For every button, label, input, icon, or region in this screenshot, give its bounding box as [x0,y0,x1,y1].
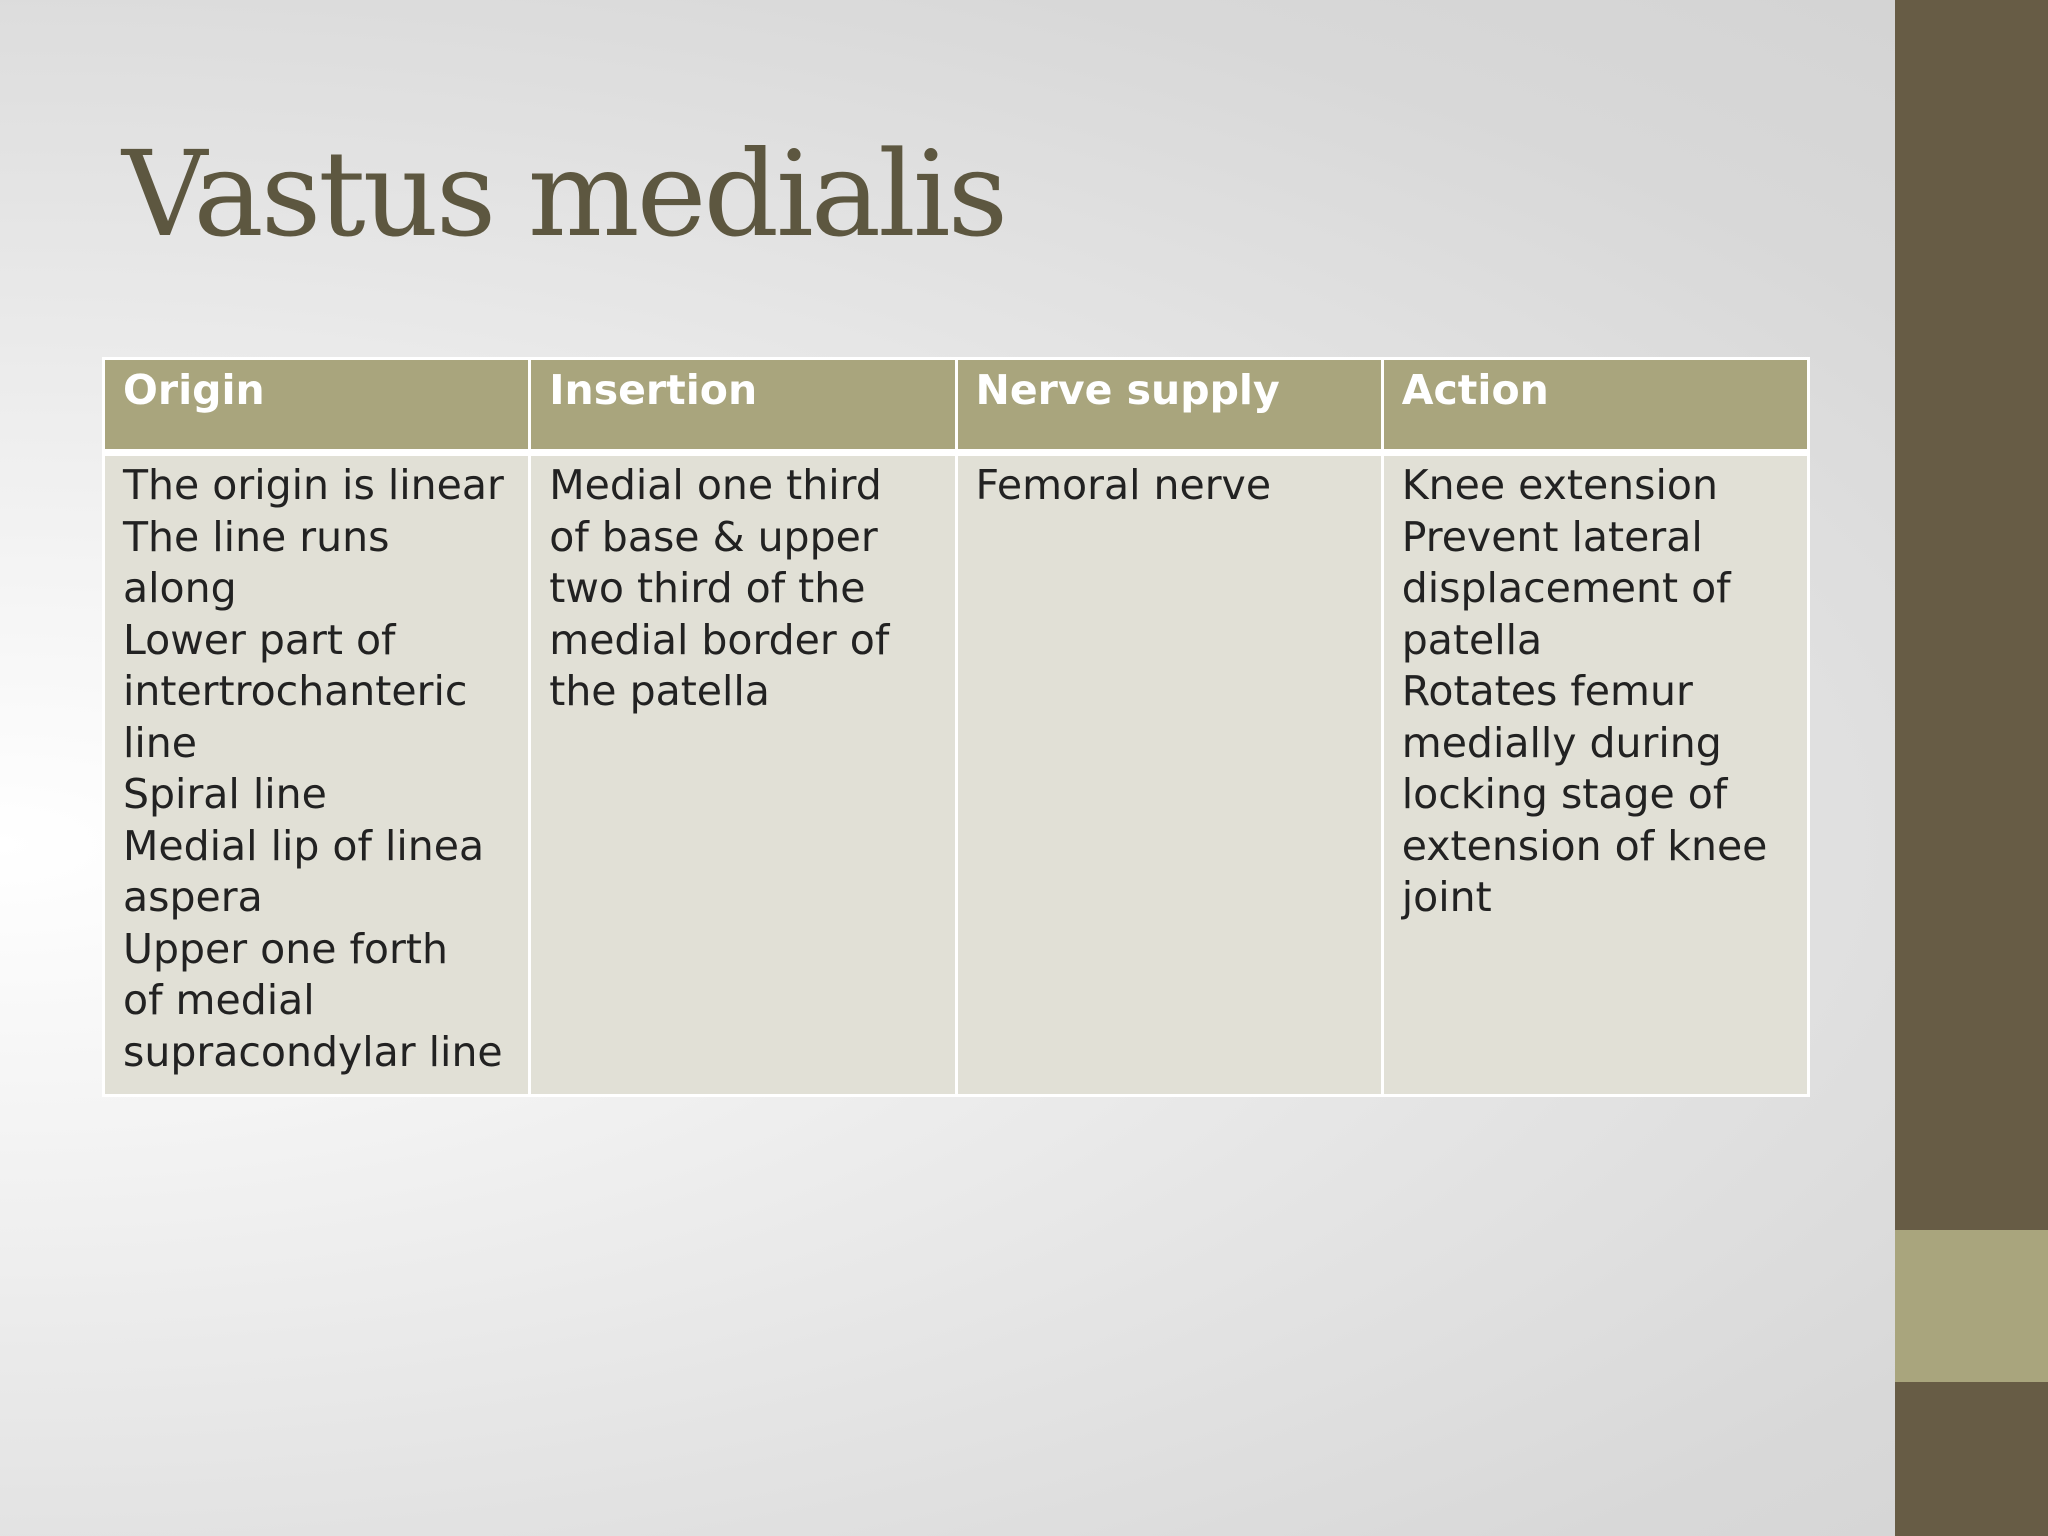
action-line: patella [1401,615,1543,664]
action-line: displacement of [1401,564,1731,612]
slide-title: Vastus medialis [122,125,1006,263]
header-insertion: Insertion [530,359,956,453]
origin-line: Spiral line [123,770,327,818]
header-origin: Origin [104,359,530,453]
origin-line: supracondylar line [123,1027,503,1076]
action-line: joint [1401,873,1492,921]
origin-line: The origin is linear [123,461,504,509]
nerve-supply-line: Femoral nerve [975,461,1272,509]
origin-line: aspera [123,873,263,921]
origin-line: of medial [123,976,315,1024]
origin-line: intertrochanteric [123,667,468,715]
cell-action [1382,453,1808,1096]
origin-line: along [123,564,237,612]
origin-line: Upper one forth [123,924,448,973]
action-line: medially during [1401,718,1722,767]
header-nerve-supply: Nerve supply [956,359,1382,453]
insertion-line: two third of the [549,564,866,612]
action-line: Rotates femur [1401,667,1693,715]
insertion-line: the patella [549,667,770,715]
origin-line: Medial lip of linea [123,821,485,870]
action-line: extension of knee [1401,821,1768,870]
insertion-line: of base & upper [549,512,878,561]
table-body [104,453,1809,1096]
insertion-line: Medial one third [549,461,882,509]
origin-line: The line runs [123,512,390,561]
table-row [104,453,1809,1096]
origin-line: Lower part of [123,615,396,664]
cell-insertion [530,453,956,1096]
cell-nerve-supply [956,453,1382,1096]
action-line: Knee extension [1401,461,1718,509]
action-line: locking stage of [1401,770,1728,818]
action-line: Prevent lateral [1401,512,1703,561]
table-header [104,359,1809,453]
insertion-line: medial border of [549,615,890,664]
header-action: Action [1382,359,1808,453]
cell-origin [104,453,530,1096]
side-bar-accent [1895,1230,2048,1382]
origin-line: line [123,718,197,767]
muscle-table [102,357,1810,1097]
table-header-row [104,359,1809,453]
